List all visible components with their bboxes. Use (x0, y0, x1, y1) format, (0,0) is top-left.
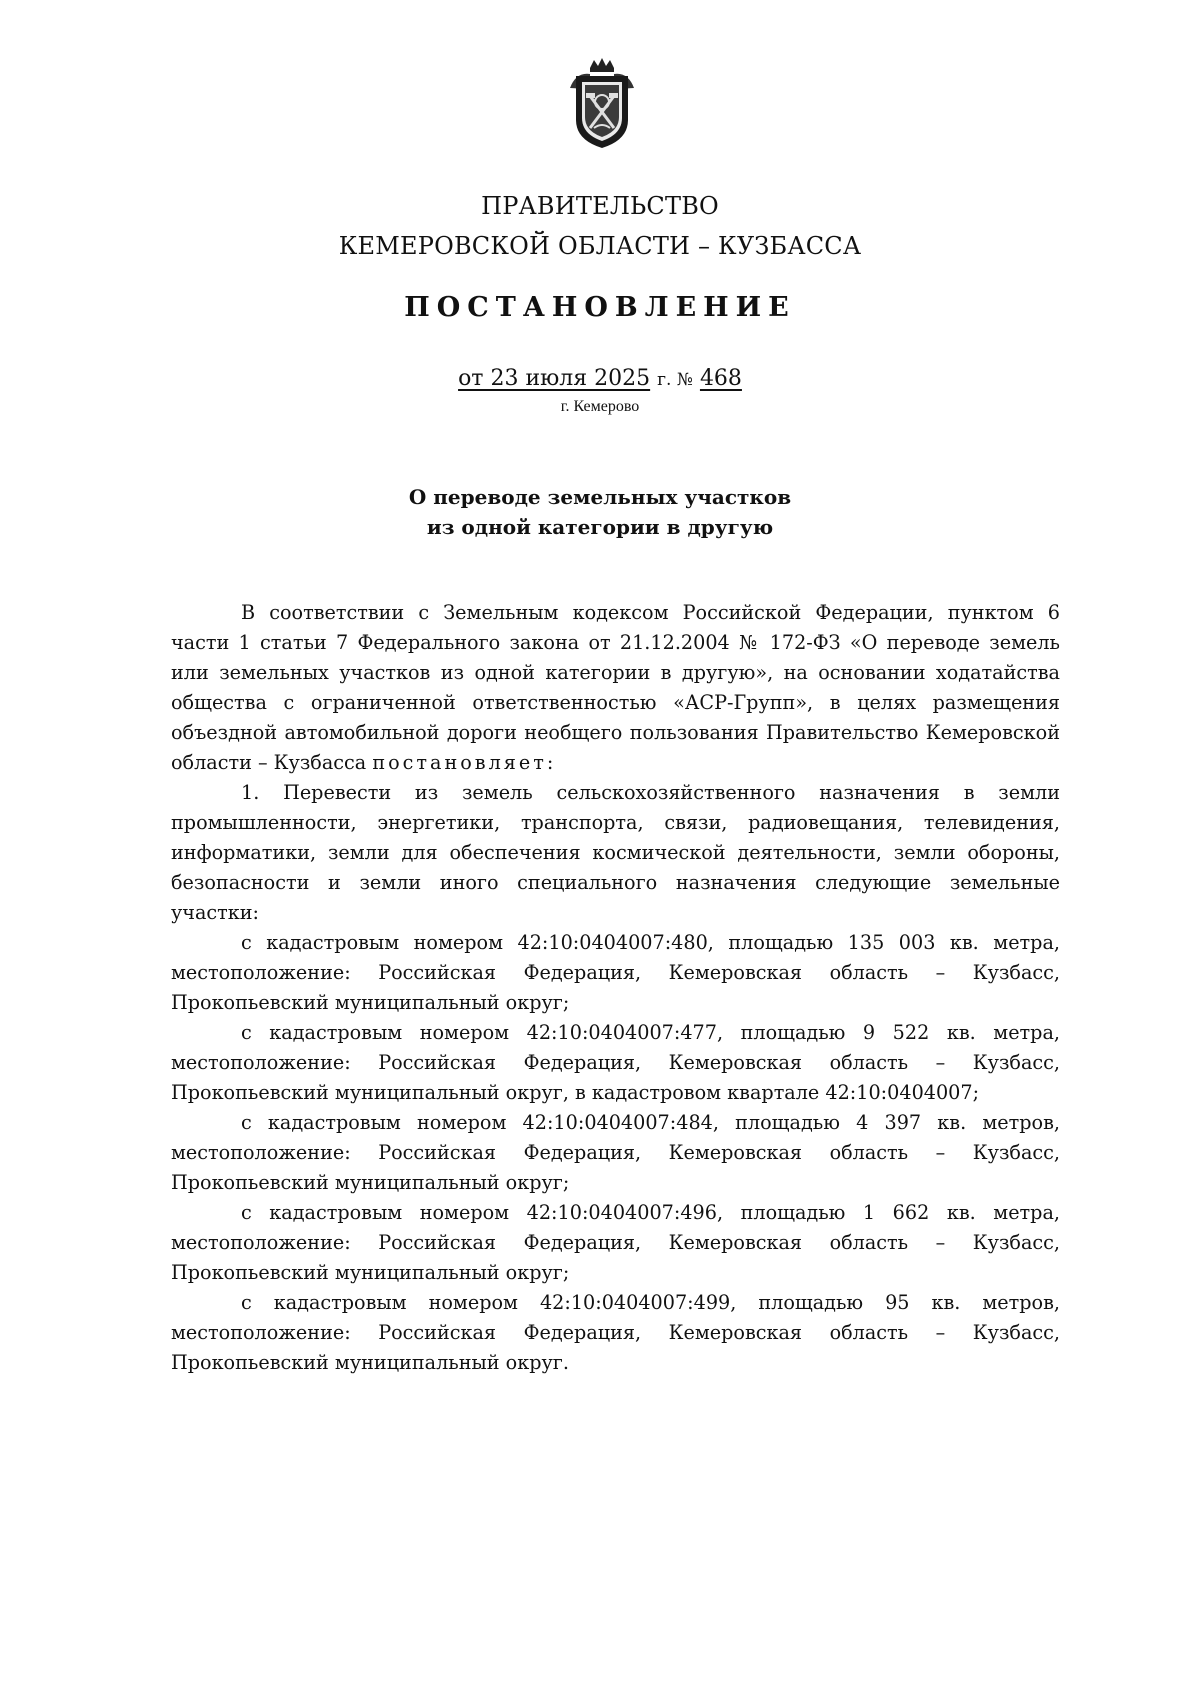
date-line (0, 366, 1200, 391)
document-type: ПОСТАНОВЛЕНИЕ (404, 292, 796, 323)
parcel-paragraph: с кадастровым номером 42:10:0404007:477, площадью 9 522 кв. метра, местоположение: Российская Федерация, Кемеровская область – Кузбасс, Прокопьевский муниципальный округ, в кадастровом квартале 42:10:0404007; (171, 1021, 1060, 1104)
document-date: от 23 июля 2025 (458, 366, 651, 391)
document-title (0, 482, 1200, 542)
parcel-paragraph: с кадастровым номером 42:10:0404007:499, площадью 95 кв. метров, местоположение: Российская Федерация, Кемеровская область – Кузбасс, Прокопьевский муниципальный округ. (171, 1291, 1060, 1374)
document-body (171, 598, 1060, 1378)
city: г. Кемерово (560, 398, 640, 415)
parcel-paragraph: с кадастровым номером 42:10:0404007:496, площадью 1 662 кв. метра, местоположение: Российская Федерация, Кемеровская область – Кузбасс, Прокопьевский муниципальный округ; (171, 1201, 1060, 1284)
number-prefix: г. № (657, 370, 693, 390)
title-line2: из одной категории в другую (426, 515, 774, 539)
coat-of-arms-icon (566, 58, 638, 150)
title-line1: О переводе земельных участков (408, 485, 792, 509)
parcel-paragraph: с кадастровым номером 42:10:0404007:484, площадью 4 397 кв. метров, местоположение: Российская Федерация, Кемеровская область – Кузбасс, Прокопьевский муниципальный округ; (171, 1111, 1060, 1194)
org-name-line1: ПРАВИТЕЛЬСТВО (481, 192, 719, 220)
preamble-text: В соответствии с Земельным кодексом Российской Федерации, пунктом 6 части 1 статьи 7 Федерального закона от 21.12.2004 № 172-ФЗ «О переводе земель или земельных участков из одной категории в другую», на основании ходатайства общества с ограниченной ответственностью «АСР-Групп», в целях размещения объездной автомобильной дороги необщего пользования Правительство Кемеровской области – Кузбасса (171, 601, 1060, 774)
document-number: 468 (699, 366, 742, 391)
parcel-paragraph: с кадастровым номером 42:10:0404007:480, площадью 135 003 кв. метра, местоположение: Российская Федерация, Кемеровская область – Кузбасс, Прокопьевский муниципальный округ; (171, 931, 1060, 1014)
item-1-paragraph: 1. Перевести из земель сельскохозяйственного назначения в земли промышленности, энергетики, транспорта, связи, радиовещания, телевидения, информатики, земли для обеспечения космической деятельности, земли обороны, безопасности и земли иного специального назначения следующие земельные участки: (171, 781, 1060, 924)
preamble-paragraph (171, 598, 1060, 778)
decree-word: постановляет: (372, 751, 557, 774)
org-name-line2: КЕМЕРОВСКОЙ ОБЛАСТИ – КУЗБАССА (338, 232, 862, 260)
